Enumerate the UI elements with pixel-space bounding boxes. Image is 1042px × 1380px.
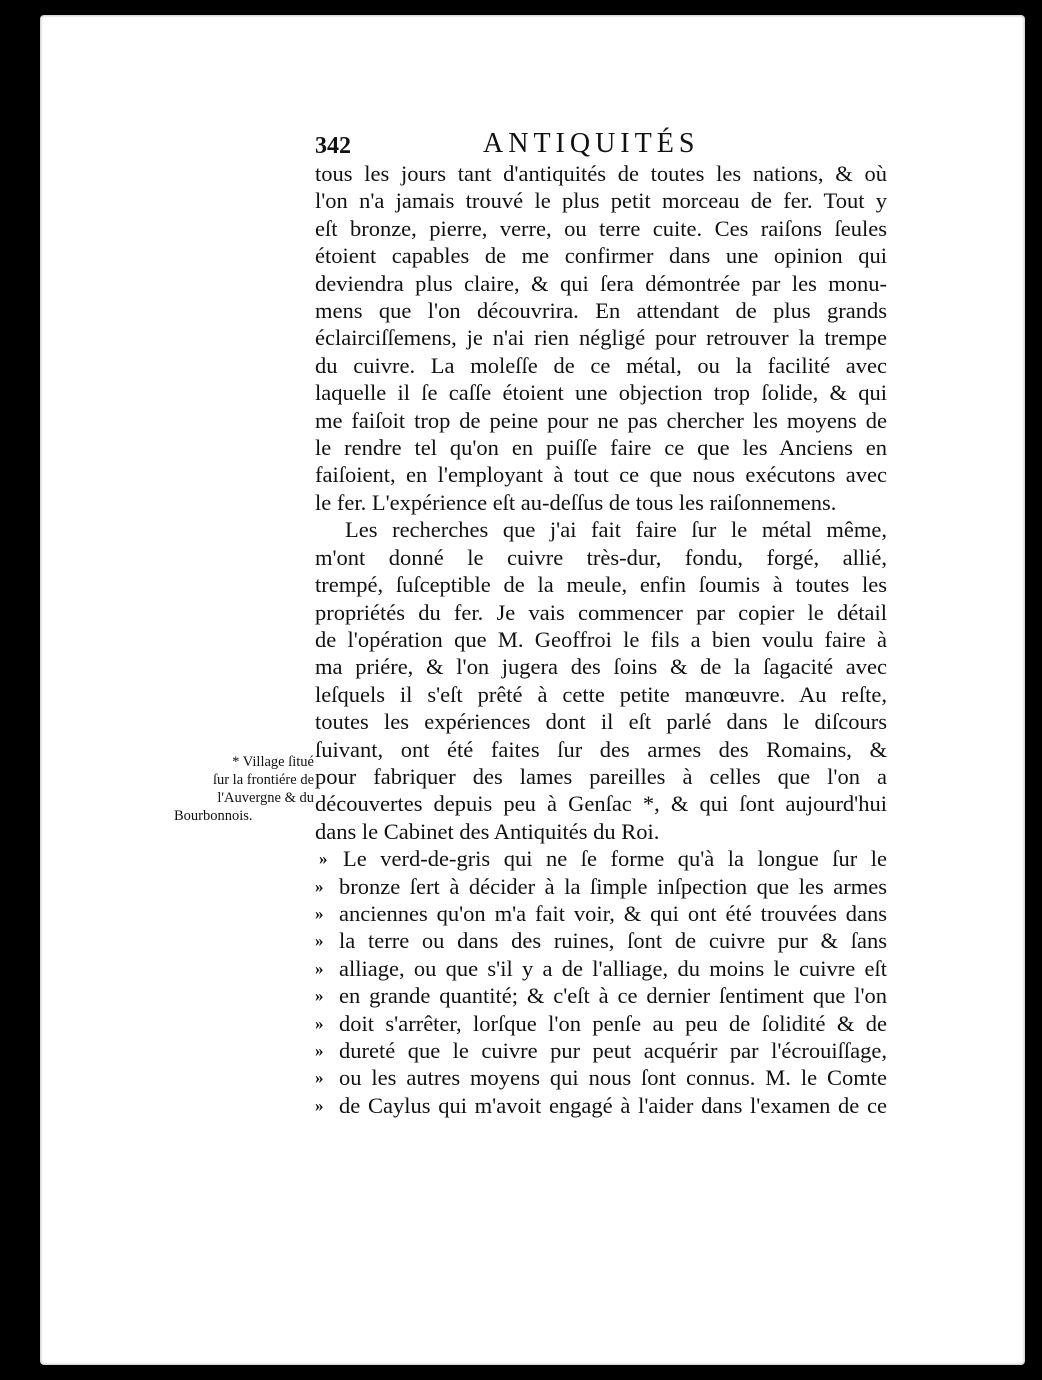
text-line: pour fabriquer des lames pareilles à celles que l'on a: [315, 763, 887, 789]
quote-mark: »: [319, 849, 328, 869]
quote-line: [315, 927, 887, 954]
text-line: Les recherches que j'ai fait faire ſur le métal même,: [345, 517, 887, 543]
quote-mark: »: [315, 876, 324, 896]
quote-line: [315, 900, 887, 927]
text-line: du cuivre. La moleſſe de ce métal, ou la facilité avec: [315, 352, 887, 378]
quote-text: de Caylus qui m'avoit engagé à l'aider dans l'examen de ce: [339, 1092, 887, 1118]
quote-text: anciennes qu'on m'a fait voir, & qui ont été trouvées dans: [339, 900, 887, 926]
quote-text: dureté que le cuivre pur peut acquérir par l'écrouiſſage,: [339, 1038, 887, 1063]
page-number: 342: [315, 133, 351, 159]
quote-text: ou les autres moyens qui nous ſont connus. M. le Comte: [339, 1065, 887, 1091]
quote-mark: »: [315, 986, 324, 1006]
quote-mark: »: [315, 1013, 324, 1033]
marginal-note: [168, 753, 314, 825]
text-line: laquelle il ſe caſſe étoient une objection trop ſolide, & qui: [315, 380, 887, 406]
text-line: le fer. L'expérience eſt au-deſſus de tous les raiſonnemens.: [315, 489, 837, 515]
running-title: ANTIQUITÉS: [483, 128, 700, 159]
text-line: propriétés du fer. Je vais commencer par copier le détail: [315, 599, 887, 625]
note-line: Bourbonnois.: [174, 808, 253, 824]
body-text: [315, 160, 887, 1119]
quote-line: [315, 1092, 887, 1119]
text-line: ma priére, & l'on jugera des ſoins & de la ſagacité avec: [315, 654, 887, 680]
note-line: * Village ſitué: [232, 754, 314, 770]
quote-text: Le verd-de-gris qui ne ſe forme qu'à la longue ſur le: [343, 846, 887, 872]
text-line: dans le Cabinet des Antiquités du Roi.: [315, 818, 660, 844]
quote-line: [315, 982, 887, 1009]
quoted-passage: [315, 845, 887, 1119]
text-line: éclairciſſemens, je n'ai rien négligé pour retrouver la trempe: [315, 325, 887, 351]
quote-text: bronze ſert à décider à la ſimple inſpection que les armes: [339, 873, 887, 899]
quote-mark: »: [315, 1068, 324, 1088]
quote-text: la terre ou dans des ruines, ſont de cuivre pur & ſans: [339, 928, 887, 954]
text-line: de l'opération que M. Geoffroi le fils a bien voulu faire à: [315, 626, 887, 652]
quote-line: [315, 1010, 887, 1037]
text-line: trempé, ſuſceptible de la meule, enfin ſoumis à toutes les: [315, 572, 887, 598]
text-line: faiſoient, en l'employant à tout ce que nous exécutons avec: [315, 462, 887, 488]
quote-text: doit s'arrêter, lorſque l'on penſe au peu de ſolidité & de: [339, 1010, 887, 1036]
quote-mark: »: [315, 958, 324, 978]
paragraph-1: [315, 160, 887, 516]
quote-text: alliage, ou que s'il y a de l'alliage, du moins le cuivre eſt: [339, 955, 887, 981]
quote-text: en grande quantité; & c'eſt à ce dernier ſentiment que l'on: [339, 983, 887, 1009]
quote-line: [315, 955, 887, 982]
text-line: le rendre tel qu'on en puiſſe faire ce que les Anciens en: [315, 435, 887, 461]
text-line: deviendra plus claire, & qui ſera démontrée par les monu-: [315, 270, 887, 296]
note-line: l'Auvergne & du: [217, 790, 314, 806]
text-line: étoient capables de me confirmer dans une opinion qui: [315, 243, 887, 269]
quote-mark: »: [315, 931, 324, 951]
quote-line: [315, 1064, 887, 1091]
text-line: m'ont donné le cuivre très-dur, fondu, forgé, allié,: [315, 544, 887, 570]
quote-mark: »: [315, 903, 324, 923]
note-line: ſur la frontiére de: [212, 772, 314, 788]
quote-mark: »: [315, 1095, 324, 1115]
text-line: découvertes depuis peu à Genſac *, & qui ſont aujourd'hui: [315, 791, 887, 817]
text-line: toutes les expériences dont il eſt parlé dans le diſcours: [315, 709, 887, 735]
text-line: eſt bronze, pierre, verre, ou terre cuite. Ces raiſons ſeules: [315, 215, 887, 241]
text-line: tous les jours tant d'antiquités de toutes les nations, & où: [315, 161, 887, 186]
quote-line: [315, 1037, 887, 1064]
text-line: me faiſoit trop de peine pour ne pas chercher les moyens de: [315, 407, 887, 433]
text-line: mens que l'on découvrira. En attendant de plus grands: [315, 298, 887, 324]
text-line: l'on n'a jamais trouvé le plus petit morceau de fer. Tout y: [315, 188, 887, 214]
text-line: ſuivant, ont été faites ſur des armes des Romains, &: [315, 736, 887, 762]
text-line: leſquels il s'eſt prêté à cette petite manœuvre. Au reſte,: [315, 681, 887, 707]
quote-mark: »: [315, 1041, 324, 1060]
quote-line: [315, 873, 887, 900]
quote-line: [315, 845, 887, 872]
paragraph-2: [315, 516, 887, 845]
